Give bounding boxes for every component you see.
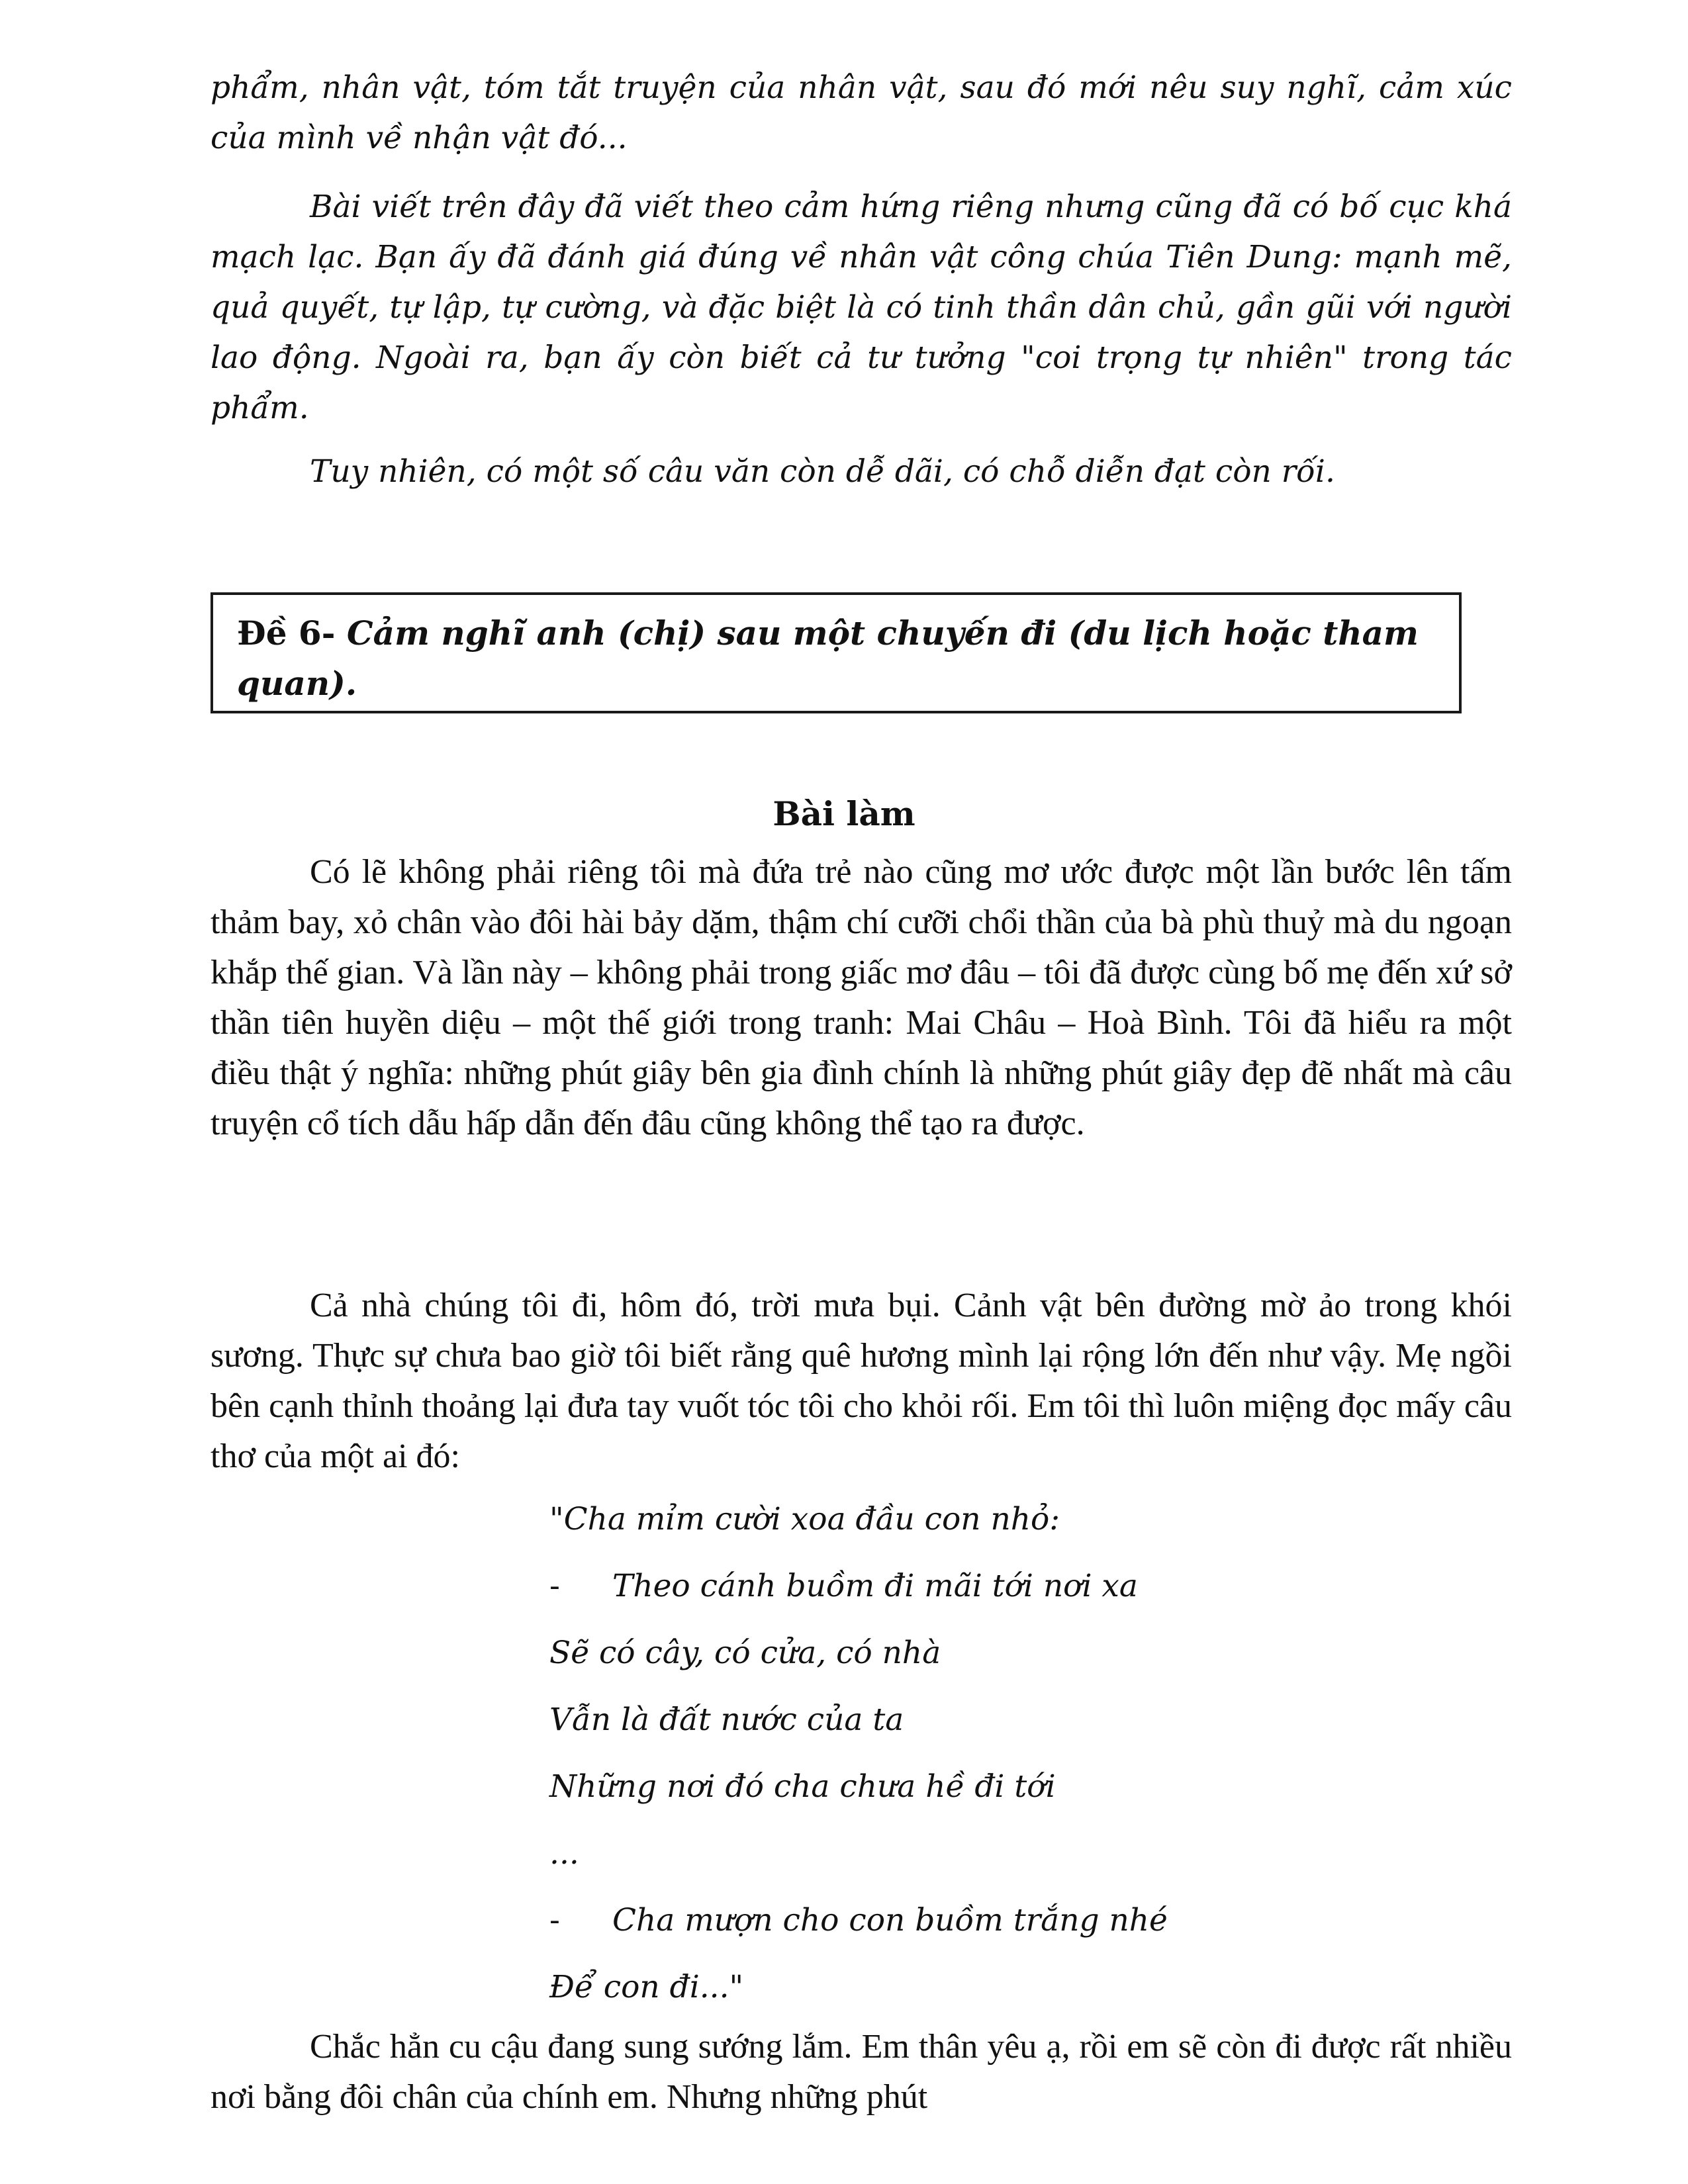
essay-paragraph-1: Có lẽ không phải riêng tôi mà đứa trẻ nào cũng mơ ước được một lần bước lên tấm thảm bay, xỏ chân vào đôi hài bảy dặm, thậm chí cưỡi chổi thần của bà phù thuỷ mà du ngoạn khắp thế gian. Và lần này – không phải trong giấc mơ đâu – tôi đã được cùng bố mẹ đến xứ sở thần tiên huyền diệu – một thế giới trong tranh: Mai Châu – Hoà Bình. Tôi đã hiểu ra một điều thật ý nghĩa: những phút giây bên gia đình chính là những phút giây đẹp đẽ nhất mà câu truyện cổ tích dẫu hấp dẫn đến đâu cũng không thể tạo ra được. [211, 853, 1512, 1142]
intro-paragraph-3: Tuy nhiên, có một số câu văn còn dễ dãi, có chỗ diễn đạt còn rối. [310, 453, 1335, 490]
poem-line: - Theo cánh buồm đi mãi tới nơi xa [549, 1568, 1138, 1604]
poem-line: - Cha mượn cho con buồm trắng nhé [549, 1902, 1168, 1938]
topic-number: Đề 6- [237, 614, 336, 653]
intro-paragraph-2: Bài viết trên đây đã viết theo cảm hứng riêng nhưng cũng đã có bố cục khá mạch lạc. Bạn ấy đã đánh giá đúng về nhân vật công chúa Tiên Dung: mạnh mẽ, quả quyết, tự lập, tự cường, và đặc biệt là có tinh thần dân chủ, gần gũi với người lao động. Ngoài ra, bạn ấy còn biết cả tư tưởng "coi trọng tự nhiên" trong tác phẩm. [211, 189, 1512, 426]
poem-line: Vẫn là đất nước của ta [549, 1702, 904, 1738]
poem-line: Để con đi..." [549, 1969, 744, 2005]
topic-text: Cảm nghĩ anh (chị) sau một chuyến đi (du lịch hoặc tham quan). [237, 614, 1419, 703]
poem-line: "Cha mỉm cười xoa đầu con nhỏ: [549, 1501, 1060, 1537]
poem-line: ... [549, 1835, 579, 1872]
intro-paragraph-1: phẩm, nhân vật, tóm tắt truyện của nhân vật, sau đó mới nêu suy nghĩ, cảm xúc của mình về nhận vật đó... [211, 69, 1512, 156]
poem-line: Sẽ có cây, có cửa, có nhà [549, 1635, 941, 1671]
essay-paragraph-2: Cả nhà chúng tôi đi, hôm đó, trời mưa bụi. Cảnh vật bên đường mờ ảo trong khói sương. Thực sự chưa bao giờ tôi biết rằng quê hương mình lại rộng lớn đến như vậy. Mẹ ngồi bên cạnh thỉnh thoảng lại đưa tay vuốt tóc tôi cho khỏi rối. Em tôi thì luôn miệng đọc mấy câu thơ của một ai đó: [211, 1287, 1512, 1475]
essay-paragraph-3: Chắc hẳn cu cậu đang sung sướng lắm. Em thân yêu ạ, rồi em sẽ còn đi được rất nhiều nơi bằng đôi chân của chính em. Nhưng những phút [211, 2028, 1512, 2116]
essay-heading: Bài làm [773, 794, 915, 833]
topic-box [211, 592, 1462, 713]
poem-quote [549, 1486, 1344, 2021]
poem-line: Những nơi đó cha chưa hề đi tới [549, 1768, 1056, 1805]
